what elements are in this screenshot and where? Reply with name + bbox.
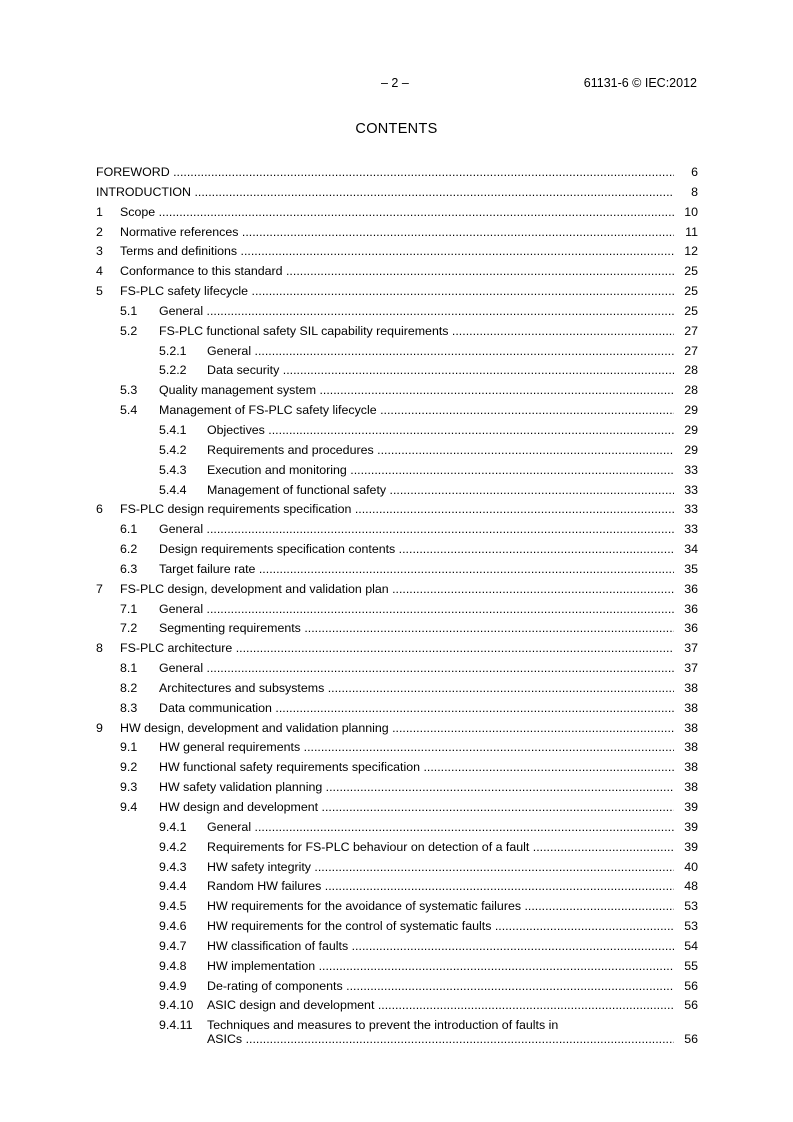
- toc-entry-number: 5.4.4: [159, 482, 187, 497]
- toc-entry-label: HW general requirements .....: [159, 738, 674, 758]
- toc-entry[interactable]: [96, 322, 698, 342]
- toc-entry-number: 9.4.9: [159, 978, 187, 993]
- toc-entry-label: Design requirements specification contents .....: [159, 540, 674, 560]
- toc-entry-page: 54: [683, 937, 698, 957]
- page-number: – 2 –: [381, 76, 409, 90]
- toc-entry-page: 56: [683, 977, 698, 997]
- toc-entry[interactable]: [96, 996, 698, 1016]
- standard-reference: 61131-6 © IEC:2012: [583, 76, 697, 90]
- toc-entry-number: 7.2: [120, 621, 138, 636]
- toc-entry-number: 9: [96, 720, 103, 735]
- toc-entry[interactable]: [96, 302, 698, 322]
- toc-entry[interactable]: [96, 738, 698, 758]
- toc-entry-label: HW implementation .....: [207, 957, 674, 977]
- toc-entry-page: 37: [683, 659, 698, 679]
- toc-entry-page: 48: [683, 877, 698, 897]
- toc-entry-page: 29: [683, 401, 698, 421]
- toc-entry-number: 3: [96, 244, 103, 259]
- toc-entry-label: FS-PLC functional safety SIL capability requirements .....: [159, 322, 674, 342]
- toc-entry-label: Random HW failures .....: [207, 877, 674, 897]
- table-of-contents: [96, 163, 698, 1050]
- toc-entry-page: 38: [683, 758, 698, 778]
- toc-entry-number: 5.4.2: [159, 442, 187, 457]
- toc-entry[interactable]: [96, 203, 698, 223]
- toc-entry[interactable]: [96, 719, 698, 739]
- toc-entry[interactable]: [96, 639, 698, 659]
- toc-entry-page: 56: [683, 1030, 698, 1050]
- page-header: [0, 76, 793, 92]
- toc-entry[interactable]: [96, 798, 698, 818]
- toc-entry-label: HW requirements for the avoidance of systematic failures .....: [207, 897, 674, 917]
- toc-entry-label: FS-PLC design requirements specification .....: [120, 500, 674, 520]
- toc-entry[interactable]: [96, 262, 698, 282]
- toc-entry-label: HW requirements for the control of systematic faults .....: [207, 917, 674, 937]
- toc-entry-page: 39: [683, 798, 698, 818]
- toc-entry-number: 5.4.3: [159, 462, 187, 477]
- toc-entry-number: 5.4: [120, 403, 138, 418]
- toc-entry-label: Management of functional safety .....: [207, 481, 674, 501]
- toc-entry[interactable]: [96, 619, 698, 639]
- toc-entry-number: 9.4.6: [159, 919, 187, 934]
- toc-entry[interactable]: [96, 282, 698, 302]
- toc-entry[interactable]: [96, 679, 698, 699]
- toc-entry-label: Techniques and measures to prevent the introduction of faults in: [207, 1018, 559, 1033]
- toc-entry-page: 27: [683, 322, 698, 342]
- toc-entry-number: 9.4.2: [159, 839, 187, 854]
- toc-entry-label: De-rating of components .....: [207, 977, 674, 997]
- toc-entry-page: 10: [683, 203, 698, 223]
- toc-entry-page: 27: [683, 342, 698, 362]
- toc-entry-label: Objectives .....: [207, 421, 674, 441]
- toc-entry-page: 6: [690, 163, 698, 183]
- toc-entry-number: 7.1: [120, 601, 138, 616]
- toc-entry-number: 5.3: [120, 383, 138, 398]
- toc-entry[interactable]: [96, 758, 698, 778]
- toc-entry-number: 6.1: [120, 522, 138, 537]
- toc-entry-label: Scope .....: [120, 203, 674, 223]
- toc-entry[interactable]: [96, 937, 698, 957]
- toc-entry-number: 9.4.4: [159, 879, 187, 894]
- toc-entry[interactable]: [96, 877, 698, 897]
- toc-entry-number: 5: [96, 284, 103, 299]
- toc-entry-label: HW design, development and validation planning .....: [120, 719, 674, 739]
- toc-entry-page: 34: [683, 540, 698, 560]
- toc-entry-page: 36: [683, 600, 698, 620]
- toc-entry-number: 9.3: [120, 780, 138, 795]
- toc-entry-page: 37: [683, 639, 698, 659]
- toc-entry-page: 25: [683, 262, 698, 282]
- toc-entry-label: Requirements and procedures .....: [207, 441, 674, 461]
- toc-entry-page: 29: [683, 441, 698, 461]
- toc-entry[interactable]: [96, 560, 698, 580]
- toc-entry-label: Normative references .....: [120, 223, 674, 243]
- toc-entry-page: 28: [683, 361, 698, 381]
- toc-entry[interactable]: [96, 520, 698, 540]
- toc-entry-label-continued: ASICs .....: [207, 1030, 674, 1050]
- toc-entry[interactable]: [96, 897, 698, 917]
- toc-entry-page: 33: [683, 461, 698, 481]
- toc-entry[interactable]: [96, 381, 698, 401]
- toc-entry-label: FOREWORD .....: [96, 163, 674, 183]
- toc-entry[interactable]: [96, 481, 698, 501]
- toc-entry-page: 8: [690, 183, 698, 203]
- toc-entry-number: 9.2: [120, 760, 138, 775]
- page-title: CONTENTS: [355, 121, 438, 137]
- toc-entry-page: 38: [683, 738, 698, 758]
- toc-entry[interactable]: [96, 917, 698, 937]
- toc-entry[interactable]: [96, 421, 698, 441]
- toc-entry[interactable]: [96, 600, 698, 620]
- toc-entry-label: Execution and monitoring .....: [207, 461, 674, 481]
- toc-entry[interactable]: [96, 659, 698, 679]
- toc-entry-number: 4: [96, 264, 103, 279]
- toc-entry-page: 53: [683, 917, 698, 937]
- toc-entry-number: 5.2: [120, 323, 138, 338]
- toc-entry-page: 25: [683, 282, 698, 302]
- toc-entry-page: 33: [683, 500, 698, 520]
- toc-entry[interactable]: [96, 818, 698, 838]
- toc-entry-number: 2: [96, 224, 103, 239]
- toc-entry-number: 7: [96, 581, 103, 596]
- toc-entry-label: Management of FS-PLC safety lifecycle .....: [159, 401, 674, 421]
- toc-entry-label: HW classification of faults .....: [207, 937, 674, 957]
- toc-entry-label: General .....: [159, 302, 674, 322]
- toc-entry-page: 39: [683, 838, 698, 858]
- toc-entry-label: General .....: [207, 342, 674, 362]
- toc-entry[interactable]: [96, 580, 698, 600]
- toc-entry-page: 38: [683, 699, 698, 719]
- toc-entry-page: 33: [683, 520, 698, 540]
- toc-entry-number: 9.4.11: [159, 1018, 193, 1033]
- toc-entry-page: 12: [683, 242, 698, 262]
- toc-entry-number: 6.3: [120, 561, 138, 576]
- toc-entry-number: 5.4.1: [159, 422, 187, 437]
- toc-entry-number: 9.4.1: [159, 819, 187, 834]
- toc-entry-number: 5.2.1: [159, 343, 187, 358]
- toc-entry[interactable]: [96, 163, 698, 183]
- toc-entry-page: 55: [683, 957, 698, 977]
- toc-entry-page: 28: [683, 381, 698, 401]
- toc-entry-page: 40: [683, 858, 698, 878]
- toc-entry-label: Requirements for FS-PLC behaviour on detection of a fault .....: [207, 838, 674, 858]
- toc-entry-label: INTRODUCTION .....: [96, 183, 674, 203]
- toc-entry-page: 38: [683, 778, 698, 798]
- toc-entry-number: 9.4.7: [159, 938, 187, 953]
- toc-entry-number: 9.4: [120, 800, 138, 814]
- toc-entry-page: 56: [683, 996, 698, 1016]
- toc-entry[interactable]: [96, 1016, 698, 1050]
- toc-entry-number: 5.2.2: [159, 363, 187, 378]
- toc-entry-page: 38: [683, 719, 698, 739]
- toc-entry-label: Terms and definitions .....: [120, 242, 674, 262]
- toc-entry-number: 6: [96, 502, 103, 517]
- toc-entry[interactable]: [96, 441, 698, 461]
- toc-entry-number: 9.1: [120, 740, 138, 755]
- toc-entry-number: 9.4.8: [159, 958, 187, 973]
- toc-entry-label: Segmenting requirements .....: [159, 619, 674, 639]
- toc-entry-number: 1: [96, 204, 103, 219]
- toc-entry-number: 5.1: [120, 303, 138, 318]
- toc-entry-page: 36: [683, 580, 698, 600]
- toc-entry-label: Target failure rate .....: [159, 560, 674, 580]
- toc-entry-label: ASIC design and development .....: [207, 996, 674, 1016]
- toc-entry[interactable]: [96, 977, 698, 997]
- toc-entry-number: 8.2: [120, 680, 138, 695]
- toc-entry-page: 53: [683, 897, 698, 917]
- toc-entry-label: HW design and development .....: [159, 798, 674, 818]
- toc-entry[interactable]: [96, 540, 698, 560]
- toc-entry[interactable]: [96, 242, 698, 262]
- toc-entry[interactable]: [96, 957, 698, 977]
- toc-entry-label: General .....: [159, 659, 674, 679]
- toc-entry-number: 9.4.3: [159, 859, 187, 874]
- toc-entry-page: 35: [683, 560, 698, 580]
- toc-entry-page: 36: [683, 619, 698, 639]
- toc-entry-page: 11: [684, 223, 698, 243]
- toc-entry-number: 9.4.5: [159, 899, 187, 914]
- toc-entry[interactable]: [96, 778, 698, 798]
- toc-entry[interactable]: [96, 858, 698, 878]
- toc-entry-label: General .....: [159, 520, 674, 540]
- toc-entry-number: 8: [96, 641, 103, 656]
- toc-entry-number: 6.2: [120, 542, 138, 557]
- toc-entry-number: 8.1: [120, 661, 138, 676]
- toc-entry-label: HW functional safety requirements specification .....: [159, 758, 674, 778]
- toc-entry[interactable]: [96, 223, 698, 243]
- toc-entry-label: Quality management system .....: [159, 381, 674, 401]
- toc-entry-label: HW safety integrity .....: [207, 858, 674, 878]
- toc-entry-label: FS-PLC design, development and validation plan .....: [120, 580, 674, 600]
- toc-entry-label: Conformance to this standard .....: [120, 262, 674, 282]
- toc-entry-page: 29: [683, 421, 698, 441]
- toc-entry[interactable]: [96, 361, 698, 381]
- toc-entry-page: 39: [683, 818, 698, 838]
- toc-entry-label: FS-PLC architecture .....: [120, 639, 674, 659]
- toc-entry-page: 25: [683, 302, 698, 322]
- toc-entry-label: Data security .....: [207, 361, 674, 381]
- toc-entry-number: 9.4.10: [159, 998, 194, 1013]
- toc-entry-label: Data communication .....: [159, 699, 674, 719]
- toc-entry[interactable]: [96, 401, 698, 421]
- toc-entry-label: FS-PLC safety lifecycle .....: [120, 282, 674, 302]
- toc-entry[interactable]: [96, 500, 698, 520]
- toc-entry[interactable]: [96, 838, 698, 858]
- toc-entry-page: 38: [683, 679, 698, 699]
- toc-entry-page: 33: [683, 481, 698, 501]
- toc-entry-label: General .....: [207, 818, 674, 838]
- toc-entry[interactable]: [96, 699, 698, 719]
- toc-entry[interactable]: [96, 183, 698, 203]
- toc-entry[interactable]: [96, 461, 698, 481]
- toc-entry-label: HW safety validation planning .....: [159, 778, 674, 798]
- toc-entry[interactable]: [96, 342, 698, 362]
- toc-entry-number: 8.3: [120, 700, 138, 715]
- toc-entry-label: Architectures and subsystems .....: [159, 679, 674, 699]
- toc-entry-label: General .....: [159, 600, 674, 620]
